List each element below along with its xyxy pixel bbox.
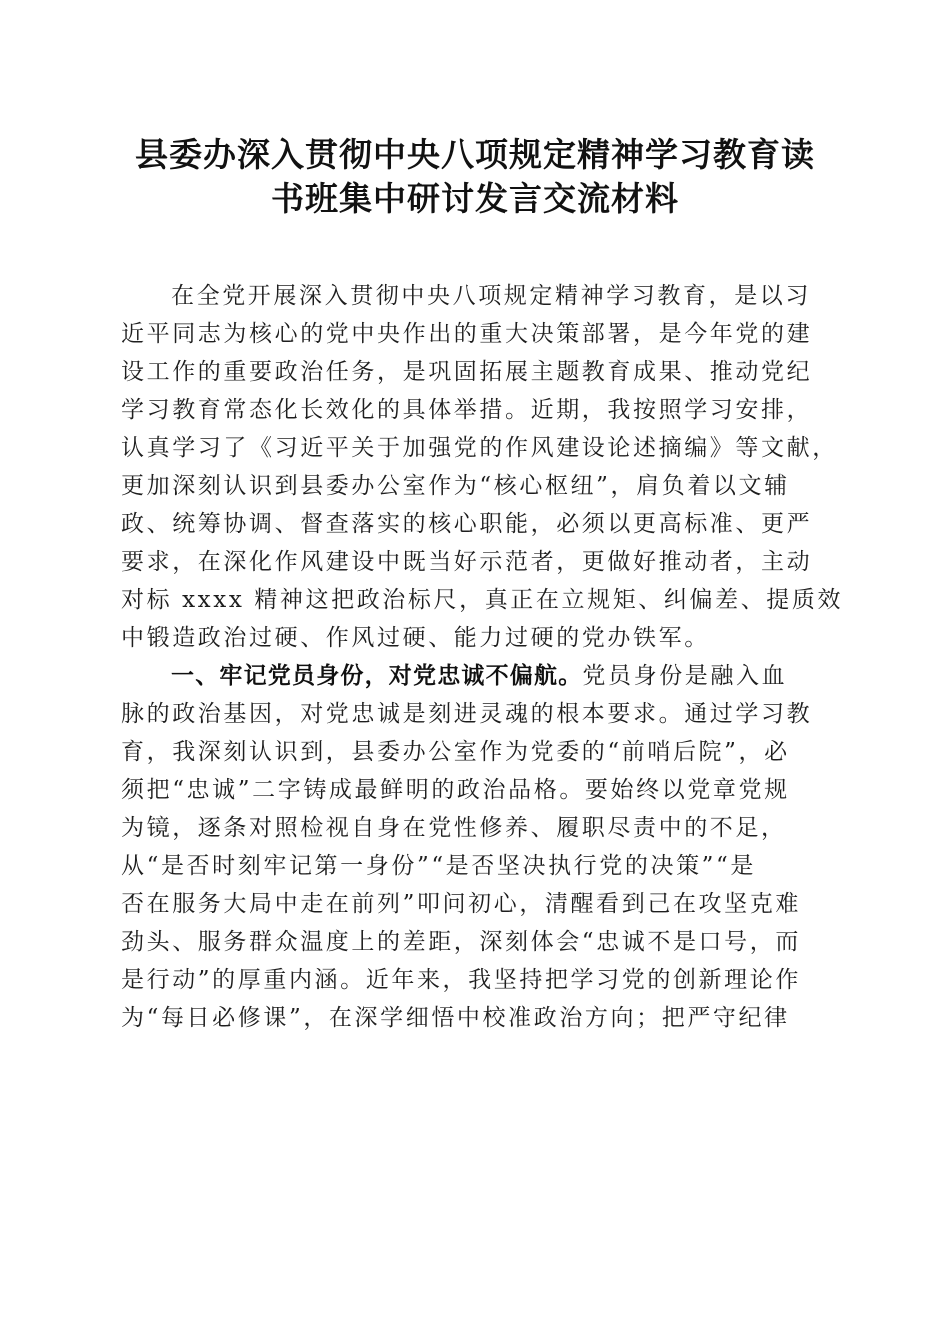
section-first-line [121, 657, 829, 695]
text-line: 是行动”的厚重内涵。近年来，我坚持把学习党的创新理论作 [121, 967, 801, 993]
text-line: 脉的政治基因，对党忠诚是刻进灵魂的根本要求。通过学习教 [121, 701, 813, 727]
text-line: 否在服务大局中走在前列”叩问初心，清醒看到己在攻坚克难 [121, 891, 801, 917]
text-line: 认真学习了《习近平关于加强党的作风建设论述摘编》等文献， [121, 435, 838, 461]
text-line: 更加深刻认识到县委办公室作为“核心枢纽”，肩负着以文辅 [121, 473, 790, 499]
text-line: 近平同志为核心的党中央作出的重大决策部署，是今年党的建 [121, 321, 813, 347]
section-first-line-text: 党员身份是融入血 [582, 663, 788, 689]
text-line: 育，我深刻认识到，县委办公室作为党委的“前哨后院”，必 [121, 739, 790, 765]
text-line: 要求，在深化作风建设中既当好示范者，更做好推动者，主动 [121, 549, 813, 575]
title-line-2: 书班集中研讨发言交流材料 [271, 179, 679, 218]
text-line: 中锻造政治过硬、作风过硬、能力过硬的党办铁军。 [121, 625, 710, 651]
text-line: 须把“忠诚”二字铸成最鲜明的政治品格。要始终以党章党规 [121, 777, 790, 803]
text-line: 从“是否时刻牢记第一身份”“是否坚决执行党的决策”“是 [121, 853, 756, 879]
text-line: 为镜，逐条对照检视自身在党性修养、履职尽责中的不足， [121, 815, 787, 841]
paragraph-section-1 [121, 657, 829, 1037]
document-body [121, 277, 844, 1037]
text-line: 学习教育常态化长效化的具体举措。近期，我按照学习安排， [121, 397, 813, 423]
text-line: 对标 xxxx 精神这把政治标尺，真正在立规矩、纠偏差、提质效 [121, 587, 844, 613]
paragraph-intro [121, 277, 844, 657]
title-line-1: 县委办深入贯彻中央八项规定精神学习教育读 [135, 135, 815, 174]
document-title [100, 133, 850, 221]
text-line: 为“每日必修课”，在深学细悟中校准政治方向；把严守纪律 [121, 1005, 790, 1031]
section-heading: 一、牢记党员身份，对党忠诚不偏航。 [171, 663, 583, 689]
text-line: 设工作的重要政治任务，是巩固拓展主题教育成果、推动党纪 [121, 359, 813, 385]
text-line: 政、统筹协调、督查落实的核心职能，必须以更高标准、更严 [121, 511, 813, 537]
text-line: 在全党开展深入贯彻中央八项规定精神学习教育，是以习 [171, 283, 811, 309]
text-line: 劲头、服务群众温度上的差距，深刻体会“忠诚不是口号，而 [121, 929, 801, 955]
